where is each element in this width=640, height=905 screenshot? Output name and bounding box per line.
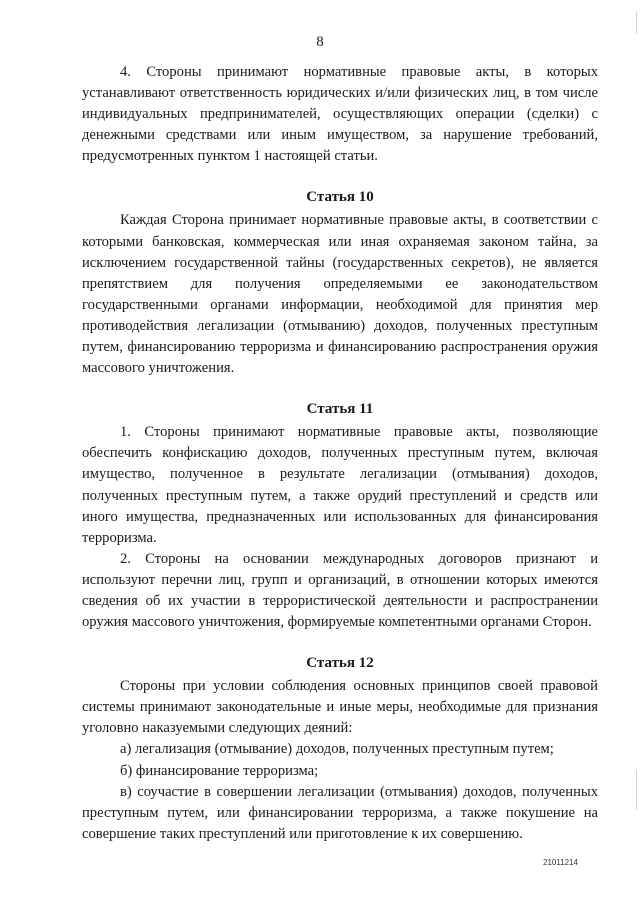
article12-item-b: б) финансирование терроризма;: [120, 762, 319, 779]
article12-item-a: а) легализация (отмывание) доходов, полученных преступным путем;: [120, 741, 554, 758]
article9-clause4: 4. Стороны принимают нормативные правовые акты, в которых устанавливают ответственность юридических и/или физических лиц, в том числе индивидуальных предпринимателей, осуществляющих операции (сделки) с денежными средствами или иным имуществом, за нарушение требований, предусмотренных пунктом 1 настоящей статьи.: [82, 64, 598, 165]
article12-item-c: в) соучастие в совершении легализации (отмывания) доходов, полученных преступным путем, или финансировании терроризма, а также покушение на совершение таких преступлений или приготовление к их совершению.: [82, 783, 598, 842]
article11-clause2: 2. Стороны на основании международных договоров признают и используют перечни лиц, групп и организаций, в отношении которых имеются сведения об их участии в террористической деятельности и распространении оружия массового уничтожения, формируемые компетентными органами Сторон.: [82, 550, 598, 631]
document-code: 21011214: [543, 858, 578, 867]
scan-edge-mark: [636, 12, 637, 34]
article12-heading: Статья 12: [306, 655, 374, 672]
article12-intro: Стороны при условии соблюдения основных принципов своей правовой системы принимают законодательные и иные меры, необходимые для признания уголовно наказуемыми следующих деяний:: [82, 678, 598, 737]
scan-edge-mark: [636, 770, 637, 810]
page-number: 8: [316, 34, 324, 50]
article11-heading: Статья 11: [306, 401, 374, 418]
article11-clause1: 1. Стороны принимают нормативные правовые акты, позволяющие обеспечить конфискацию доходов, полученных преступным путем, включая имущество, полученное в результате легализации (отмывания) доходов, полученных преступным путем, а также орудий преступлений и средств или иного имущества, предназначенных или использованных для финансирования терроризма.: [82, 424, 598, 546]
article10-paragraph: Каждая Сторона принимает нормативные правовые акты, в соответствии с которыми банковская, коммерческая или иная охраняемая законом тайна, за исключением государственной тайны (государственных секретов), не является препятствием для получения определяемыми ее законодательством государственными органами информации, необходимой для принятия мер противодействия легализации (отмыванию) доходов, полученных преступным путем, финансированию терроризма и финансированию распространения оружия массового уничтожения.: [82, 212, 598, 377]
article10-heading: Статья 10: [306, 189, 374, 206]
document-body: [82, 62, 598, 845]
